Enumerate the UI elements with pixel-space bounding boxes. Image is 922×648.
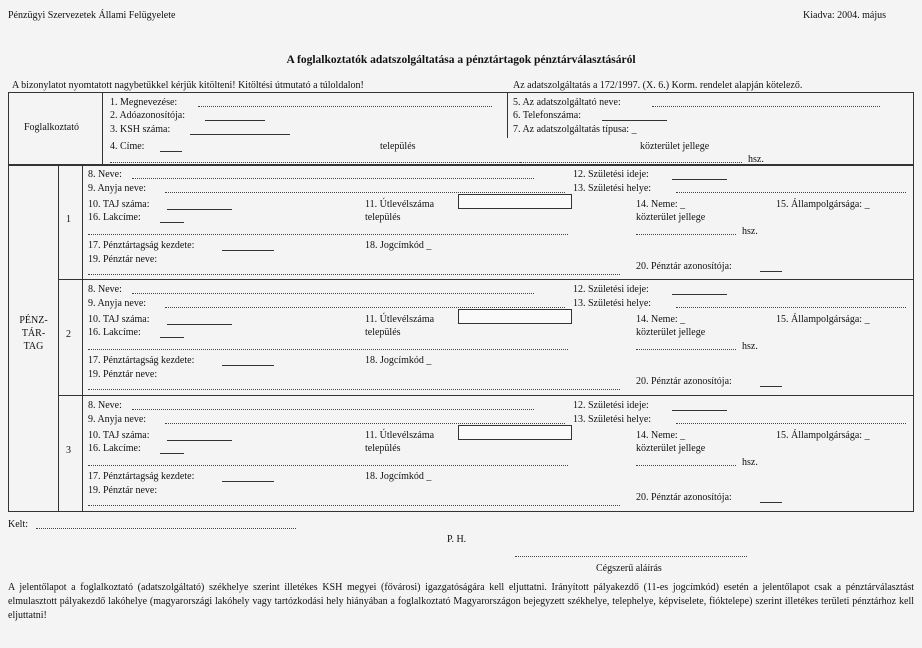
- member-code-label: 18. Jogcímkód _: [365, 355, 432, 366]
- employer-street-field[interactable]: [520, 162, 742, 163]
- member-fund-id-field[interactable]: [760, 502, 782, 503]
- member-fund-id-label: 20. Pénztár azonosítója:: [636, 376, 732, 387]
- member-mother-name-field[interactable]: [165, 192, 565, 193]
- member-name-label: 8. Neve:: [88, 284, 122, 295]
- member-fund-id-field[interactable]: [760, 386, 782, 387]
- member-passport-field[interactable]: [458, 194, 572, 209]
- member-mother-name-field[interactable]: [165, 307, 565, 308]
- provider-type-label: 7. Az adatszolgáltatás típusa: _: [513, 124, 637, 135]
- member-name-field[interactable]: [132, 409, 534, 410]
- provider-phone-field[interactable]: [602, 120, 667, 121]
- member-street-type-label: közterület jellege: [636, 443, 706, 454]
- member-citizenship-label: 15. Állampolgársága: _: [776, 430, 870, 441]
- member-gender-label: 14. Neme: _: [636, 430, 686, 441]
- member-address-field[interactable]: [88, 349, 568, 350]
- member-birth-place-field[interactable]: [676, 423, 906, 424]
- member-street-field[interactable]: [636, 234, 736, 235]
- member-mother-name-label: 9. Anyja neve:: [88, 414, 147, 425]
- employer-name-label: 1. Megnevezése:: [110, 97, 178, 108]
- member-settlement-label: település: [365, 327, 401, 338]
- divider: [58, 395, 913, 396]
- member-fund-name-label: 19. Pénztár neve:: [88, 254, 158, 265]
- member-settlement-label: település: [365, 443, 401, 454]
- member-address-label: 16. Lakcíme:: [88, 327, 141, 338]
- member-start-field[interactable]: [222, 481, 274, 482]
- member-fund-name-label: 19. Pénztár neve:: [88, 485, 158, 496]
- member-house-number-label: hsz.: [742, 226, 758, 237]
- member-house-number-label: hsz.: [742, 341, 758, 352]
- member-birth-date-field[interactable]: [672, 179, 727, 180]
- member-fund-id-label: 20. Pénztár azonosítója:: [636, 261, 732, 272]
- member-taj-field[interactable]: [167, 440, 232, 441]
- employer-ksh-label: 3. KSH száma:: [110, 124, 171, 135]
- member-address-field[interactable]: [88, 234, 568, 235]
- employer-tax-id-field[interactable]: [205, 120, 265, 121]
- member-taj-label: 10. TAJ száma:: [88, 430, 150, 441]
- organization-name: Pénzügyi Szervezetek Állami Felügyelete: [8, 10, 176, 21]
- member-citizenship-label: 15. Állampolgársága: _: [776, 314, 870, 325]
- member-code-label: 18. Jogcímkód _: [365, 471, 432, 482]
- member-fund-id-field[interactable]: [760, 271, 782, 272]
- divider: [82, 164, 83, 511]
- date-label: Kelt:: [8, 519, 28, 530]
- member-birth-date-label: 12. Születési ideje:: [573, 400, 649, 411]
- employer-zip-field[interactable]: [160, 151, 182, 152]
- instructions-left: A bizonylatot nyomtatott nagybetűkkel kérjük kitölteni! Kitöltési útmutató a túloldalon!: [12, 80, 364, 91]
- member-zip-field[interactable]: [160, 222, 184, 223]
- member-street-field[interactable]: [636, 465, 736, 466]
- member-section: [8, 164, 914, 512]
- member-mother-name-field[interactable]: [165, 423, 565, 424]
- member-gender-label: 14. Neme: _: [636, 314, 686, 325]
- employer-label: Foglalkoztató: [24, 122, 79, 133]
- signature-field[interactable]: [515, 556, 747, 557]
- member-number: 1: [66, 214, 71, 225]
- member-fund-name-field[interactable]: [88, 505, 620, 506]
- stamp-placeholder: P. H.: [447, 534, 467, 545]
- form-title: A foglalkoztatók adatszolgáltatása a pénztártagok pénztárválasztásáról: [286, 54, 636, 66]
- divider: [102, 92, 103, 165]
- member-name-label: 8. Neve:: [88, 400, 122, 411]
- member-passport-field[interactable]: [458, 309, 572, 324]
- employer-ksh-field[interactable]: [190, 134, 290, 135]
- signature-label: Cégszerű aláírás: [596, 563, 662, 574]
- member-name-field[interactable]: [132, 293, 534, 294]
- footer-note: A jelentőlapot a foglalkoztató (adatszolgáltató) székhelye szerint illetékes KSH megyei (fővárosi) igazgatóságára kell eljuttatni. Irányított pályakezdő (11-es jogcímkód) esetén a jelentőlapot csak a pénztárválasztást elmulasztott pályakezdő lakóhelye (magyarországi lakóhely vagy tartózkodási hely hiányában a foglalkoztató Magyarországon bejegyzett székhelye, telephelye, képviselete, fióktelepe) szerint illetékes területi pénztárhoz kell eljuttatni!: [8, 582, 914, 621]
- member-birth-date-label: 12. Születési ideje:: [573, 284, 649, 295]
- instructions-right: Az adatszolgáltatás a 172/1997. (X. 6.) Korm. rendelet alapján kötelező.: [513, 80, 803, 91]
- member-birth-date-field[interactable]: [672, 294, 727, 295]
- divider: [58, 279, 913, 280]
- member-taj-field[interactable]: [167, 324, 232, 325]
- member-taj-label: 10. TAJ száma:: [88, 314, 150, 325]
- provider-name-label: 5. Az adatszolgáltató neve:: [513, 97, 621, 108]
- member-street-type-label: közterület jellege: [636, 212, 706, 223]
- member-start-field[interactable]: [222, 250, 274, 251]
- provider-name-field[interactable]: [652, 106, 880, 107]
- employer-name-field[interactable]: [198, 106, 492, 107]
- employer-house-number-label: hsz.: [748, 154, 764, 165]
- member-passport-label: 11. Útlevélszáma: [365, 199, 435, 210]
- member-birth-place-label: 13. Születési helye:: [573, 414, 652, 425]
- member-start-field[interactable]: [222, 365, 274, 366]
- employer-address-label: 4. Címe:: [110, 141, 145, 152]
- member-address-label: 16. Lakcíme:: [88, 443, 141, 454]
- member-start-label: 17. Pénztártagság kezdete:: [88, 240, 195, 251]
- employer-street-type-label: közterület jellege: [640, 141, 710, 152]
- member-gender-label: 14. Neme: _: [636, 199, 686, 210]
- member-name-field[interactable]: [132, 178, 534, 179]
- member-address-label: 16. Lakcíme:: [88, 212, 141, 223]
- member-birth-date-label: 12. Születési ideje:: [573, 169, 649, 180]
- member-zip-field[interactable]: [160, 453, 184, 454]
- member-fund-id-label: 20. Pénztár azonosítója:: [636, 492, 732, 503]
- employer-settlement-field[interactable]: [110, 162, 520, 163]
- member-birth-date-field[interactable]: [672, 410, 727, 411]
- member-settlement-label: település: [365, 212, 401, 223]
- member-code-label: 18. Jogcímkód _: [365, 240, 432, 251]
- member-name-label: 8. Neve:: [88, 169, 122, 180]
- member-passport-label: 11. Útlevélszáma: [365, 314, 435, 325]
- provider-phone-label: 6. Telefonszáma:: [513, 110, 581, 121]
- employer-settlement-label: település: [380, 141, 416, 152]
- member-mother-name-label: 9. Anyja neve:: [88, 298, 147, 309]
- member-street-field[interactable]: [636, 349, 736, 350]
- member-taj-label: 10. TAJ száma:: [88, 199, 150, 210]
- member-passport-field[interactable]: [458, 425, 572, 440]
- member-number: 3: [66, 445, 71, 456]
- divider: [507, 92, 508, 138]
- employer-tax-id-label: 2. Adóazonosítója:: [110, 110, 185, 121]
- member-fund-name-label: 19. Pénztár neve:: [88, 369, 158, 380]
- member-taj-field[interactable]: [167, 209, 232, 210]
- member-citizenship-label: 15. Állampolgársága: _: [776, 199, 870, 210]
- issue-date: Kiadva: 2004. május: [803, 10, 887, 21]
- member-fund-name-field[interactable]: [88, 274, 620, 275]
- member-address-field[interactable]: [88, 465, 568, 466]
- member-start-label: 17. Pénztártagság kezdete:: [88, 471, 195, 482]
- member-number: 2: [66, 329, 71, 340]
- member-birth-place-label: 13. Születési helye:: [573, 183, 652, 194]
- member-zip-field[interactable]: [160, 337, 184, 338]
- divider: [58, 164, 59, 511]
- member-start-label: 17. Pénztártagság kezdete:: [88, 355, 195, 366]
- member-birth-place-label: 13. Születési helye:: [573, 298, 652, 309]
- member-street-type-label: közterület jellege: [636, 327, 706, 338]
- member-house-number-label: hsz.: [742, 457, 758, 468]
- member-fund-name-field[interactable]: [88, 389, 620, 390]
- member-birth-place-field[interactable]: [676, 307, 906, 308]
- date-field[interactable]: [36, 528, 296, 529]
- member-passport-label: 11. Útlevélszáma: [365, 430, 435, 441]
- member-mother-name-label: 9. Anyja neve:: [88, 183, 147, 194]
- member-birth-place-field[interactable]: [676, 192, 906, 193]
- member-section-label: PÉNZ- TÁR- TAG: [19, 315, 48, 352]
